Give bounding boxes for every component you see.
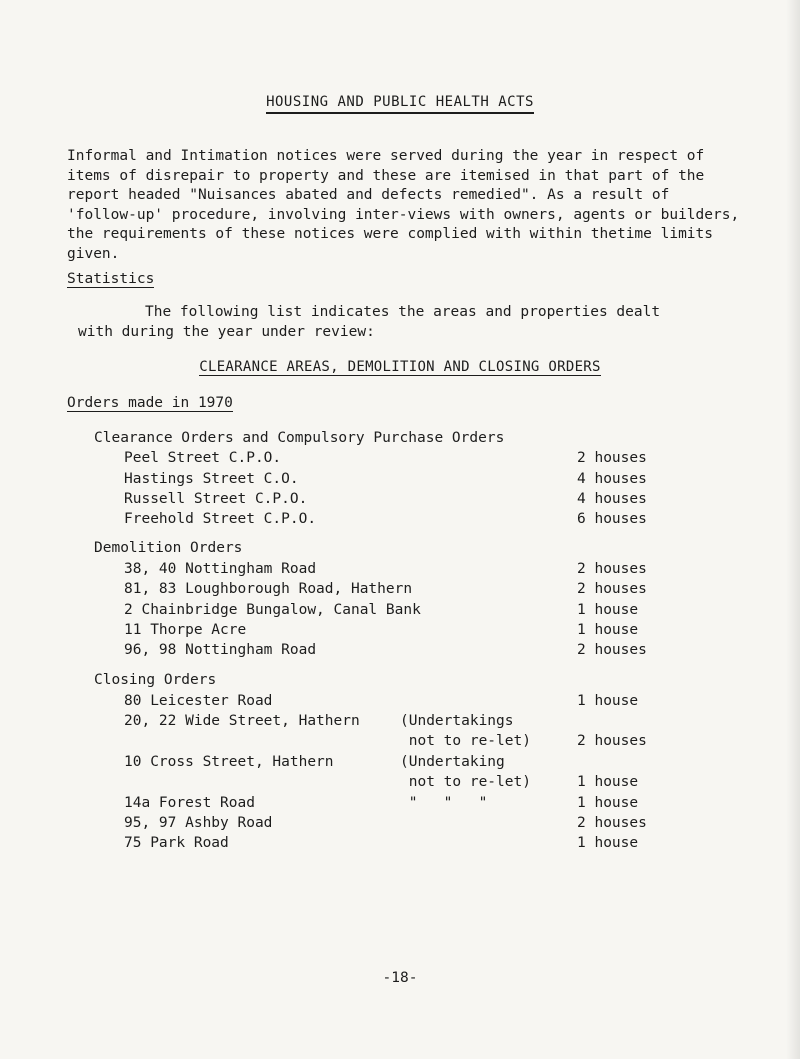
row-name: 80 Leicester Road xyxy=(124,693,273,709)
closing-row xyxy=(0,835,800,855)
demolition-row xyxy=(0,581,800,601)
row-name: Peel Street C.P.O. xyxy=(124,450,282,466)
page-heading xyxy=(0,94,800,114)
row-note: (Undertaking xyxy=(400,754,505,770)
statistics-heading-text: Statistics xyxy=(67,271,155,287)
row-count: 2 houses xyxy=(577,581,647,597)
closing-row xyxy=(0,774,800,794)
clearance-row xyxy=(0,450,800,470)
demolition-row xyxy=(0,561,800,581)
clearance-row xyxy=(0,471,800,491)
row-count: 2 houses xyxy=(577,815,647,831)
row-count: 1 house xyxy=(577,693,639,709)
closing-row xyxy=(0,754,800,774)
demolition-orders-title: Demolition Orders xyxy=(94,540,243,556)
row-name: 75 Park Road xyxy=(124,835,229,851)
demolition-row xyxy=(0,602,800,622)
row-count: 1 house xyxy=(577,602,639,618)
row-count: 6 houses xyxy=(577,511,647,527)
statistics-paragraph xyxy=(67,303,747,342)
page-number: -18- xyxy=(382,970,418,986)
row-count: 1 house xyxy=(577,774,639,790)
row-count: 4 houses xyxy=(577,471,647,487)
closing-row xyxy=(0,693,800,713)
row-count: 4 houses xyxy=(577,491,647,507)
statistics-heading xyxy=(67,271,154,287)
row-name: 11 Thorpe Acre xyxy=(124,622,247,638)
section-subtitle-text: CLEARANCE AREAS, DEMOLITION AND CLOSING ORDERS xyxy=(199,359,601,375)
row-note: " " " xyxy=(400,795,488,811)
row-name: 10 Cross Street, Hathern xyxy=(124,754,334,770)
clearance-orders-title: Clearance Orders and Compulsory Purchase Orders xyxy=(94,430,505,446)
row-count: 1 house xyxy=(577,622,639,638)
demolition-row xyxy=(0,642,800,662)
row-name: 81, 83 Loughborough Road, Hathern xyxy=(124,581,413,597)
row-name: Russell Street C.P.O. xyxy=(124,491,308,507)
row-name: 14a Forest Road xyxy=(124,795,255,811)
row-name: 20, 22 Wide Street, Hathern xyxy=(124,713,360,729)
row-name: Hastings Street C.O. xyxy=(124,471,299,487)
row-note: (Undertakings xyxy=(400,713,514,729)
row-name: 2 Chainbridge Bungalow, Canal Bank xyxy=(124,602,421,618)
row-count: 2 houses xyxy=(577,642,647,658)
page-heading-text: HOUSING AND PUBLIC HEALTH ACTS xyxy=(266,94,534,114)
row-count: 2 houses xyxy=(577,561,647,577)
row-count: 1 house xyxy=(577,795,639,811)
row-name: 96, 98 Nottingham Road xyxy=(124,642,317,658)
section-subtitle xyxy=(0,359,800,375)
intro-paragraph: Informal and Intimation notices were served during the year in respect of items of disrepair to property and these are itemised in that part of the report headed "Nuisances abated and defects remedied". As a result of 'follow-up' procedure, involving inter-views with owners, agents or builders, the requirements of these notices were complied with within thetime limits given. xyxy=(67,148,740,262)
row-name: Freehold Street C.P.O. xyxy=(124,511,317,527)
row-name: 95, 97 Ashby Road xyxy=(124,815,273,831)
statistics-line-1: The following list indicates the areas and properties dealt xyxy=(145,304,661,320)
orders-heading-text: Orders made in 1970 xyxy=(67,395,233,411)
statistics-line-2: with during the year under review: xyxy=(78,323,375,340)
row-count: 2 houses xyxy=(577,450,647,466)
demolition-row xyxy=(0,622,800,642)
clearance-row xyxy=(0,511,800,531)
closing-orders-title: Closing Orders xyxy=(94,672,217,688)
row-note: not to re-let) xyxy=(400,733,531,749)
closing-row xyxy=(0,733,800,753)
closing-row xyxy=(0,815,800,835)
row-count: 1 house xyxy=(577,835,639,851)
row-count: 2 houses xyxy=(577,733,647,749)
closing-row xyxy=(0,713,800,733)
row-name: 38, 40 Nottingham Road xyxy=(124,561,317,577)
clearance-row xyxy=(0,491,800,511)
closing-row xyxy=(0,795,800,815)
row-note: not to re-let) xyxy=(400,774,531,790)
orders-heading xyxy=(67,395,233,411)
